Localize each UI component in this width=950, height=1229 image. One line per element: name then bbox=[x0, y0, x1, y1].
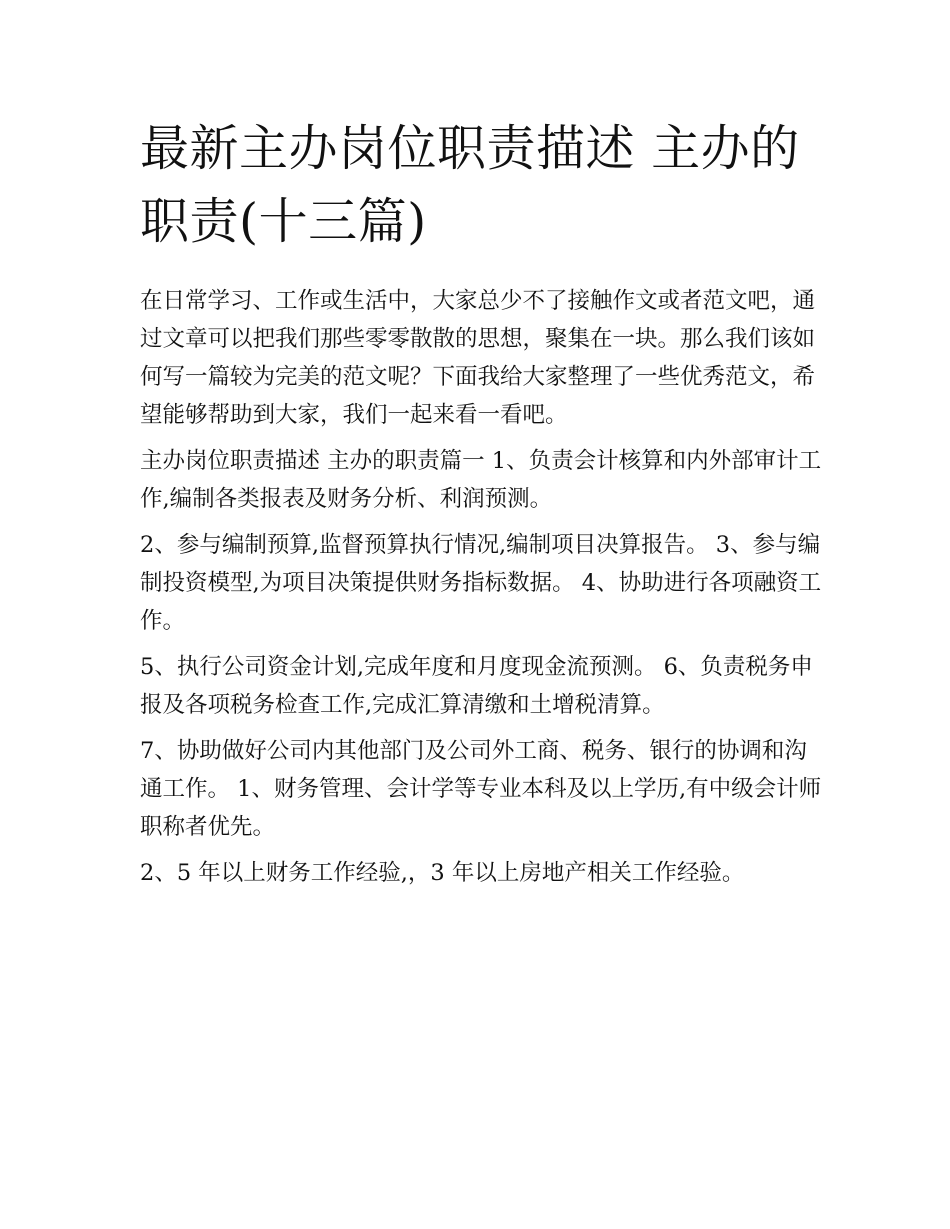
paragraph-duties-1: 主办岗位职责描述 主办的职责篇一 1、负责会计核算和内外部审计工作,编制各类报表及财务分析、利润预测。 bbox=[140, 448, 822, 512]
paragraph-intro: 在日常学习、工作或生活中，大家总少不了接触作文或者范文吧，通过文章可以把我们那些零零散散的思想，聚集在一块。那么我们该如何写一篇较为完美的范文呢？下面我给大家整理了一些优秀范文，希望能够帮助到大家，我们一起来看一看吧。 bbox=[140, 288, 816, 428]
document-title: 最新主办岗位职责描述 主办的职责(十三篇) bbox=[140, 120, 800, 250]
paragraph-duties-5-6: 5、执行公司资金计划,完成年度和月度现金流预测。 6、负责税务申报及各项税务检查工作,完成汇算清缴和土增税清算。 bbox=[140, 654, 813, 718]
document-body bbox=[140, 282, 825, 900]
paragraph-requirement-2: 2、5 年以上财务工作经验,，3 年以上房地产相关工作经验。 bbox=[140, 860, 745, 886]
paragraph-duties-2-4: 2、参与编制预算,监督预算执行情况,编制项目决算报告。 3、参与编制投资模型,为项目决策提供财务指标数据。 4、协助进行各项融资工作。 bbox=[140, 532, 822, 634]
paragraph-duties-7-requirement-1: 7、协助做好公司内其他部门及公司外工商、税务、银行的协调和沟通工作。 1、财务管理、会计学等专业本科及以上学历,有中级会计师职称者优先。 bbox=[140, 738, 822, 840]
